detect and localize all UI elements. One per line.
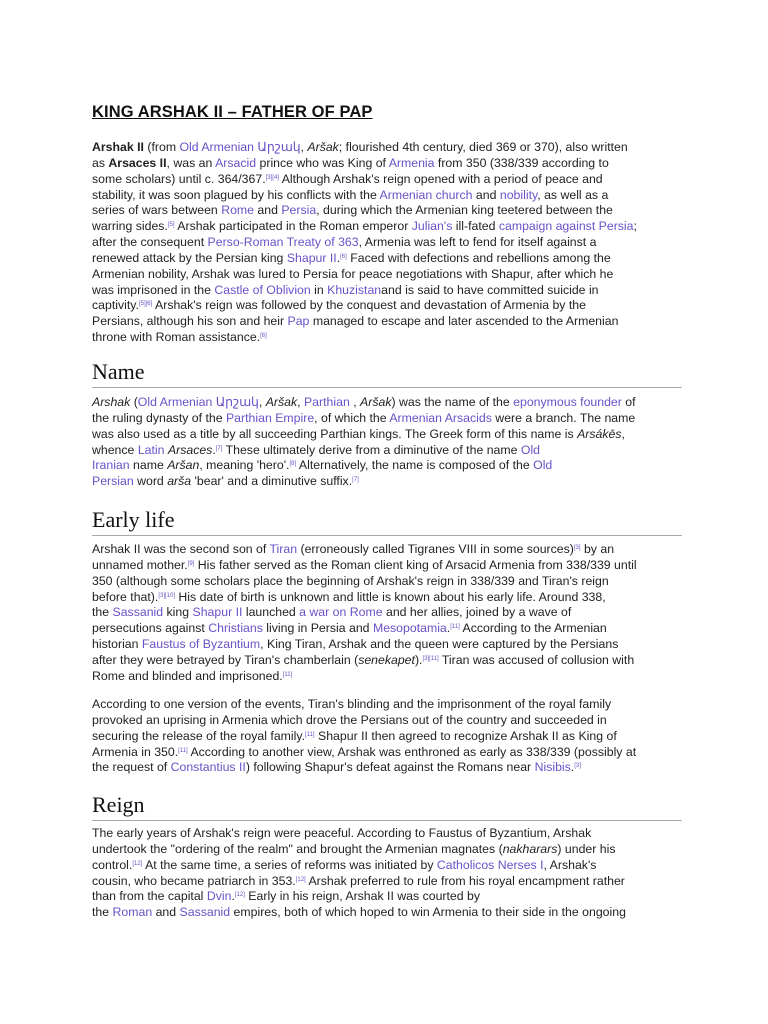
citation-link[interactable]: [6] — [260, 333, 267, 340]
text-run: , Arshak's — [543, 857, 597, 872]
italic-text: Arsaces — [167, 442, 213, 457]
text-run: . — [446, 621, 451, 636]
text-run: Armenian nobility, Arshak was lured to Persia for peace negotiations with Shapur, after which he — [92, 266, 614, 281]
text-run: and — [254, 203, 282, 218]
text-run: empires, both of which hoped to win Armenia to their side in the ongoing — [230, 905, 626, 920]
wiki-link[interactable]: nobility — [499, 187, 538, 202]
italic-text: Arshak — [92, 395, 131, 409]
text-run: ) under his — [557, 841, 616, 856]
text-run: securing the release of the royal family. — [92, 728, 306, 743]
wiki-link[interactable]: Nisibis — [534, 760, 571, 775]
section-heading-reign: Reign — [92, 792, 682, 821]
citation-link[interactable]: [12] — [132, 860, 143, 867]
text-run: the — [92, 605, 113, 620]
text-run: king — [163, 605, 193, 620]
citation-link[interactable]: [7] — [215, 445, 223, 452]
wiki-link[interactable]: Castle of Oblivion — [214, 282, 311, 297]
italic-text: Aršak — [360, 395, 392, 409]
text-run: provoked an uprising in Armenia which drove the Persians out of the country and succeeded in — [92, 712, 607, 727]
text-run: and — [472, 187, 500, 202]
text-run: some scholars) until c. 364/367. — [92, 171, 266, 186]
text-run: undertook the "ordering of the realm" and brought the Armenian magnates ( — [92, 841, 503, 856]
text-run: Tiran was accused of collusion with — [438, 652, 635, 667]
text-run: than from the capital — [92, 889, 207, 904]
citation-link[interactable]: [3][10] — [158, 592, 175, 599]
text-run: name — [129, 458, 168, 473]
text-run: , Armenia was left to fend for itself against a — [358, 235, 597, 250]
wiki-link[interactable]: Sassanid — [112, 605, 164, 620]
wiki-link[interactable]: Roman — [112, 905, 153, 920]
wiki-link[interactable]: Dvin — [206, 889, 232, 904]
text-run: According to another view, Arshak was enthroned as early as 338/339 (possibly at — [187, 744, 637, 759]
document-title: KING ARSHAK II – FATHER OF PAP — [92, 103, 373, 121]
section-heading-name: Name — [92, 359, 682, 388]
citation-link[interactable]: [3][11] — [422, 655, 439, 662]
text-run: prince who was King of — [256, 155, 389, 170]
italic-text: Aršak — [307, 140, 339, 154]
text-run: Early in his reign, Arshak II was courted by — [244, 889, 481, 904]
text-run: (erroneously called Tigranes VIII in some sources) — [297, 542, 574, 556]
text-run: of — [621, 395, 636, 409]
text-run: cousin, who became patriarch in 353. — [92, 873, 296, 888]
citation-link[interactable]: [3] — [574, 763, 581, 770]
wiki-link[interactable]: Parthian Empire — [225, 410, 315, 425]
text-run: ( — [130, 395, 138, 409]
text-run: , of which the — [314, 410, 390, 425]
text-run: ; — [633, 219, 637, 234]
text-run: by an — [580, 542, 615, 556]
text-run: historian — [92, 637, 142, 652]
italic-text: Aršak — [265, 395, 298, 409]
italic-text: arša — [167, 474, 192, 489]
text-run: control. — [92, 857, 133, 872]
wiki-link[interactable]: Arsacid — [215, 155, 257, 170]
wiki-link[interactable]: Perso-Roman Treaty of 363 — [207, 235, 359, 250]
text-run: warring sides. — [92, 219, 168, 234]
wiki-link[interactable]: Julian's — [411, 219, 453, 234]
section-heading-early-life: Early life — [92, 507, 682, 536]
citation-link[interactable]: [3][4] — [265, 174, 279, 181]
text-run: after they were betrayed by Tiran's chamberlain ( — [92, 652, 359, 667]
text-run: , during which the Armenian king teetered between the — [316, 203, 613, 218]
text-run: captivity. — [92, 298, 139, 313]
italic-text: Arsákēs — [577, 426, 622, 441]
citation-link[interactable]: [8] — [289, 461, 297, 468]
text-run: His date of birth is unknown and little is known about his early life. Around 338, — [175, 589, 606, 604]
italic-text: nakharars — [502, 841, 558, 856]
text-run: , King Tiran, Arshak and the queen were captured by the Persians — [260, 637, 619, 652]
bold-text: Arshak II — [92, 140, 144, 154]
wiki-link[interactable]: Faustus of Byzantium — [141, 637, 261, 652]
text-run: Faced with defections and rebellions among the — [346, 250, 611, 265]
text-run: His father served as the Roman client king of Arsacid Armenia from 338/339 until — [194, 557, 637, 572]
wiki-link[interactable]: Shapur II — [286, 250, 337, 265]
text-run: According to the Armenian — [459, 621, 607, 636]
intro-paragraph — [92, 140, 678, 346]
wiki-link[interactable]: Sassanid — [179, 905, 231, 920]
text-run: ill-fated — [452, 219, 499, 234]
text-run: Arshak participated in the Roman emperor — [174, 219, 412, 234]
text-run: , — [300, 140, 308, 154]
wiki-link[interactable]: Pap — [287, 314, 310, 329]
text-run: , as well as a — [537, 187, 609, 202]
text-run: According to one version of the events, Tiran's blinding and the imprisonment of the royal family — [92, 697, 612, 711]
text-run: Armenia in 350. — [92, 744, 179, 759]
text-run: , — [349, 395, 361, 409]
early-life-paragraph-1 — [92, 542, 678, 685]
text-run: ; flourished 4th century, died 369 or 370), also written — [338, 140, 628, 154]
text-run: managed to escape and later ascended to the Armenian — [309, 314, 619, 329]
early-life-paragraph-2 — [92, 697, 678, 776]
text-run: , — [621, 426, 625, 441]
text-run: These ultimately derive from a diminutive of the name — [222, 442, 521, 457]
citation-link[interactable]: [12] — [295, 876, 306, 883]
text-run: Arshak's reign was followed by the conquest and devastation of Armenia by the — [152, 298, 586, 313]
citation-link[interactable]: [3] — [573, 545, 581, 551]
wiki-link[interactable]: Mesopotamia — [372, 621, 447, 636]
wiki-link[interactable]: a war on Rome — [299, 605, 383, 620]
citation-link[interactable]: [12] — [234, 892, 245, 899]
wiki-link[interactable]: Tiran — [269, 542, 298, 556]
text-run: ) following Shapur's defeat against the Romans near — [245, 760, 535, 775]
text-run: , was an — [166, 155, 216, 170]
text-run: 350 (although some scholars place the beginning of Arshak's reign in 338/339 and Tiran's reign — [92, 573, 609, 588]
text-run: Alternatively, the name is composed of the — [296, 458, 534, 473]
text-run: Arshak preferred to rule from his royal encampment rather — [305, 873, 625, 888]
citation-link[interactable]: [11] — [178, 747, 188, 754]
citation-link[interactable]: [9] — [187, 560, 195, 567]
text-run: and her allies, joined by a wave of — [382, 605, 572, 620]
text-run: , — [258, 395, 266, 409]
wiki-link[interactable]: Արշակ — [215, 395, 259, 409]
wiki-link[interactable]: Catholicos Nerses I — [436, 857, 544, 872]
text-run: stability, it was soon plagued by his conflicts with the — [92, 187, 380, 202]
text-run: Arshak II was the second son of — [92, 542, 270, 556]
text-run: Persians, although his son and heir — [92, 314, 288, 329]
wiki-link[interactable]: Latin — [137, 442, 165, 457]
wiki-link[interactable]: Արշակ — [257, 140, 301, 154]
text-run: The early years of Arshak's reign were peaceful. According to Faustus of Byzantium, Arshak — [92, 826, 592, 840]
text-run: throne with Roman assistance. — [92, 330, 261, 345]
wiki-link[interactable]: Shapur II — [192, 605, 243, 620]
citation-link[interactable]: [11] — [305, 731, 315, 738]
text-run: unnamed mother. — [92, 557, 188, 572]
text-run: ) was the name of the — [391, 395, 514, 409]
wiki-link[interactable]: Constantius II — [170, 760, 246, 775]
wiki-link[interactable]: Parthian — [303, 395, 350, 409]
text-run: persecutions against — [92, 621, 209, 636]
wiki-link[interactable]: Armenian church — [379, 187, 473, 202]
citation-link[interactable]: [6] — [340, 253, 347, 260]
name-paragraph — [92, 395, 678, 490]
text-run: Although Arshak's reign opened with a period of peace and — [278, 171, 603, 186]
text-run: was also used as a title by all succeeding Parthian kings. The Greek form of this name is — [92, 426, 578, 441]
text-run: word — [133, 474, 168, 489]
text-run: (from — [143, 140, 180, 154]
text-run: the ruling dynasty of the — [92, 410, 226, 425]
wiki-link[interactable]: Persian — [92, 474, 134, 489]
wiki-link[interactable]: Armenian Arsacids — [389, 410, 492, 425]
italic-text: senekapet — [358, 652, 415, 667]
wiki-link[interactable]: eponymous founder — [513, 395, 622, 409]
text-run: whence — [92, 442, 138, 457]
text-run: renewed attack by the Persian king — [92, 250, 287, 265]
citation-link[interactable]: [7] — [352, 477, 359, 484]
text-run: from 350 (338/339 according to — [434, 155, 609, 170]
text-run: before that). — [92, 589, 159, 604]
text-run: Rome and blinded and imprisoned. — [92, 668, 283, 683]
text-run: the request of — [92, 760, 171, 775]
text-run: At the same time, a series of reforms was initiated by — [142, 857, 437, 872]
text-run: were a branch. The name — [491, 410, 636, 425]
text-run: and is said to have committed suicide in — [381, 282, 599, 297]
citation-link[interactable]: [5] — [167, 222, 175, 229]
text-run: . — [231, 889, 235, 904]
wiki-link[interactable]: Armenia — [388, 155, 435, 170]
text-run: . — [336, 250, 341, 265]
citation-link[interactable]: [5][6] — [138, 301, 153, 308]
text-run: living in Persia and — [262, 621, 373, 636]
text-run: , — [297, 395, 304, 409]
wiki-link[interactable]: Persia — [281, 203, 317, 218]
text-run: as — [92, 155, 109, 170]
bold-text: Arsaces II — [108, 155, 167, 170]
text-run: launched — [242, 605, 300, 620]
wiki-link[interactable]: Old — [520, 442, 541, 457]
text-run: . — [212, 442, 216, 457]
wiki-link[interactable]: Khuzistan — [327, 282, 382, 297]
text-run: ). — [414, 652, 423, 667]
text-run: and — [152, 905, 180, 920]
reign-paragraph — [92, 826, 678, 921]
text-run: in — [310, 282, 328, 297]
citation-link[interactable]: [11] — [450, 624, 460, 631]
text-run: Shapur II then agreed to recognize Arshak II as King of — [314, 728, 617, 743]
text-run: , meaning 'hero'. — [199, 458, 290, 473]
italic-text: Aršan — [167, 458, 200, 473]
wiki-link[interactable]: Old — [533, 458, 553, 473]
wiki-link[interactable]: Old Armenian — [137, 395, 213, 409]
wiki-link[interactable]: Old Armenian — [179, 140, 254, 154]
text-run: after the consequent — [92, 235, 208, 250]
text-run: was imprisoned in the — [92, 282, 215, 297]
text-run: series of wars between — [92, 203, 222, 218]
wiki-link[interactable]: Iranian — [92, 458, 130, 473]
text-run: . — [570, 760, 575, 775]
text-run: 'bear' and a diminutive suffix. — [191, 474, 353, 489]
text-run: the — [92, 905, 113, 920]
wiki-link[interactable]: Christians — [208, 621, 263, 636]
wiki-link[interactable]: Rome — [221, 203, 254, 218]
wiki-link[interactable]: campaign against Persia — [498, 219, 634, 234]
citation-link[interactable]: [11] — [282, 671, 293, 678]
